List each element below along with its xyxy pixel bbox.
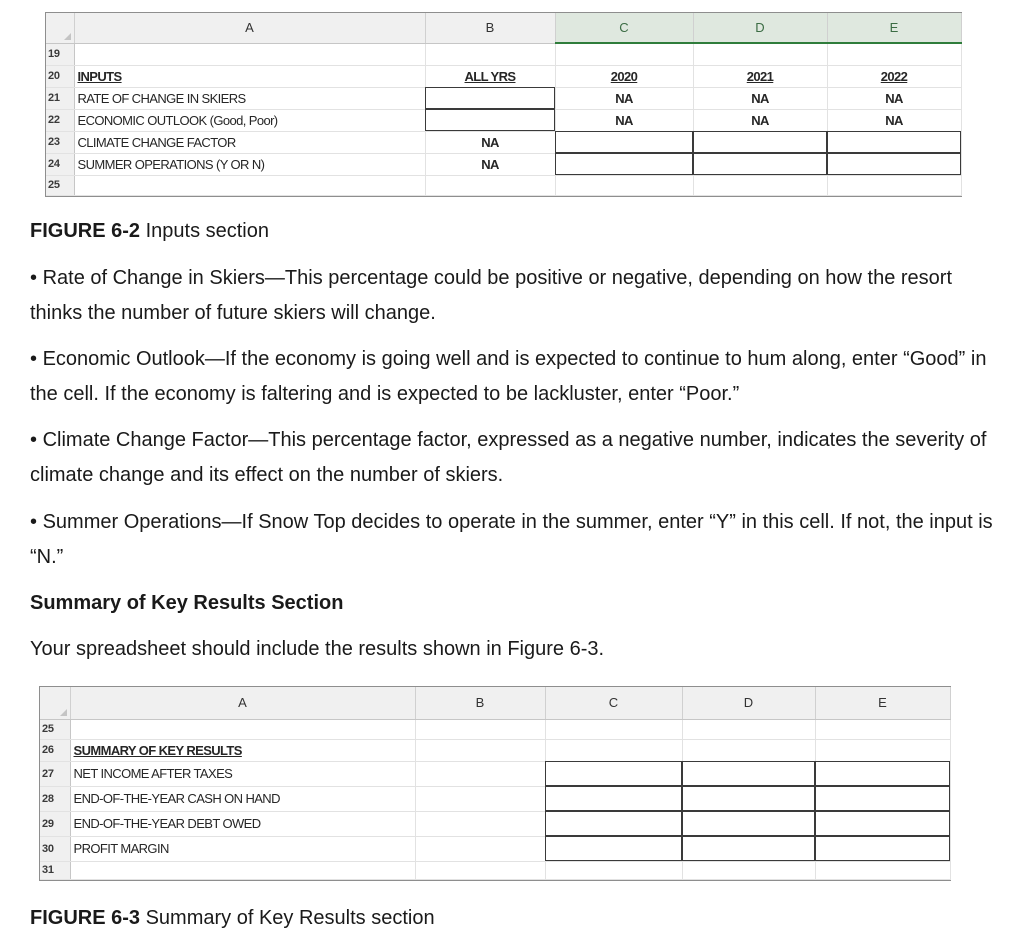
cell-c19[interactable]: [555, 43, 693, 65]
cell-c20[interactable]: 2020: [555, 65, 693, 87]
row-number[interactable]: 24: [46, 153, 74, 175]
column-header-row: [46, 13, 961, 43]
table-row: [46, 65, 961, 87]
cell-b29[interactable]: [415, 811, 545, 836]
cell-a28[interactable]: END-OF-THE-YEAR CASH ON HAND: [70, 786, 415, 811]
cell-b25[interactable]: [425, 175, 555, 195]
cell-b22[interactable]: [425, 109, 555, 131]
cell-a26[interactable]: SUMMARY OF KEY RESULTS: [70, 739, 415, 761]
cell-b24[interactable]: NA: [425, 153, 555, 175]
cell-d25[interactable]: [693, 175, 827, 195]
column-header-d[interactable]: D: [693, 13, 827, 43]
summary-spreadsheet: [39, 686, 951, 881]
cell-e23[interactable]: [827, 131, 961, 153]
bullet-text: —This percentage factor, expressed as a negative number, indicates the severity of climate change and its effect on the number of skiers.: [30, 429, 987, 486]
table-row: [40, 761, 950, 786]
bullet-marker: •: [30, 267, 38, 289]
figure-caption: [30, 220, 269, 243]
cell-a27[interactable]: NET INCOME AFTER TAXES: [70, 761, 415, 786]
cell-a31[interactable]: [70, 861, 415, 879]
cell-d28[interactable]: [682, 786, 815, 811]
table-row: [40, 861, 950, 879]
section-heading: Summary of Key Results Section: [30, 592, 344, 614]
cell-e25[interactable]: [827, 175, 961, 195]
bullet-paragraph: [30, 423, 998, 493]
cell-a23[interactable]: CLIMATE CHANGE FACTOR: [74, 131, 425, 153]
cell-d22[interactable]: NA: [693, 109, 827, 131]
select-all-corner[interactable]: [40, 687, 70, 719]
cell-c30[interactable]: [545, 836, 682, 861]
cell-c26[interactable]: [545, 739, 682, 761]
row-number[interactable]: 26: [40, 739, 70, 761]
row-number[interactable]: 29: [40, 811, 70, 836]
cell-e27[interactable]: [815, 761, 950, 786]
cell-c23[interactable]: [555, 131, 693, 153]
table-row: [46, 153, 961, 175]
row-number[interactable]: 31: [40, 861, 70, 879]
cell-b28[interactable]: [415, 786, 545, 811]
row-number[interactable]: 25: [46, 175, 74, 195]
cell-b26[interactable]: [415, 739, 545, 761]
figure-caption: [30, 907, 435, 930]
row-number[interactable]: 23: [46, 131, 74, 153]
cell-e30[interactable]: [815, 836, 950, 861]
cell-b30[interactable]: [415, 836, 545, 861]
column-header-e[interactable]: E: [827, 13, 961, 43]
row-number[interactable]: 19: [46, 43, 74, 65]
cell-d25[interactable]: [682, 719, 815, 739]
cell-e28[interactable]: [815, 786, 950, 811]
table-row: [46, 87, 961, 109]
cell-b27[interactable]: [415, 761, 545, 786]
cell-d19[interactable]: [693, 43, 827, 65]
cell-a24[interactable]: SUMMER OPERATIONS (Y OR N): [74, 153, 425, 175]
cell-d23[interactable]: [693, 131, 827, 153]
select-all-corner[interactable]: [46, 13, 74, 43]
cell-d24[interactable]: [693, 153, 827, 175]
bullet-lead: Economic Outlook: [42, 348, 205, 370]
table-row: [40, 786, 950, 811]
cell-c25[interactable]: [555, 175, 693, 195]
cell-d30[interactable]: [682, 836, 815, 861]
figure-caption-text: Summary of Key Results section: [140, 907, 435, 929]
bullet-lead: Rate of Change in Skiers: [42, 267, 265, 289]
cell-d26[interactable]: [682, 739, 815, 761]
cell-a25[interactable]: [74, 175, 425, 195]
row-number[interactable]: 27: [40, 761, 70, 786]
cell-a29[interactable]: END-OF-THE-YEAR DEBT OWED: [70, 811, 415, 836]
cell-a19[interactable]: [74, 43, 425, 65]
table-row: [46, 109, 961, 131]
table-row: [40, 836, 950, 861]
cell-a21[interactable]: RATE OF CHANGE IN SKIERS: [74, 87, 425, 109]
inputs-spreadsheet: [45, 12, 962, 197]
table-row: [40, 739, 950, 761]
row-number[interactable]: 21: [46, 87, 74, 109]
cell-a20[interactable]: INPUTS: [74, 65, 425, 87]
row-number[interactable]: 30: [40, 836, 70, 861]
bullet-lead: Climate Change Factor: [42, 429, 249, 451]
cell-c22[interactable]: NA: [555, 109, 693, 131]
inputs-grid: [46, 13, 962, 196]
row-number[interactable]: 22: [46, 109, 74, 131]
bullet-marker: •: [30, 348, 38, 370]
cell-c24[interactable]: [555, 153, 693, 175]
cell-e19[interactable]: [827, 43, 961, 65]
table-row: [46, 131, 961, 153]
column-header-b[interactable]: B: [415, 687, 545, 719]
cell-d27[interactable]: [682, 761, 815, 786]
cell-e21[interactable]: NA: [827, 87, 961, 109]
cell-e26[interactable]: [815, 739, 950, 761]
row-number[interactable]: 28: [40, 786, 70, 811]
cell-e20[interactable]: 2022: [827, 65, 961, 87]
cell-b20[interactable]: ALL YRS: [425, 65, 555, 87]
cell-e22[interactable]: NA: [827, 109, 961, 131]
cell-c28[interactable]: [545, 786, 682, 811]
cell-b31[interactable]: [415, 861, 545, 879]
cell-a22[interactable]: ECONOMIC OUTLOOK (Good, Poor): [74, 109, 425, 131]
cell-c29[interactable]: [545, 811, 682, 836]
column-header-c[interactable]: C: [545, 687, 682, 719]
cell-c27[interactable]: [545, 761, 682, 786]
column-header-c[interactable]: C: [555, 13, 693, 43]
bullet-paragraph: [30, 261, 998, 331]
cell-e24[interactable]: [827, 153, 961, 175]
figure-label: FIGURE 6-3: [30, 907, 141, 929]
column-header-row: [40, 687, 950, 719]
bullet-text: —This percentage could be positive or negative, depending on how the resort thinks the number of future skiers will change.: [30, 267, 953, 324]
cell-b23[interactable]: NA: [425, 131, 555, 153]
cell-d31[interactable]: [682, 861, 815, 879]
cell-e29[interactable]: [815, 811, 950, 836]
bullet-text: —If the economy is going well and is expected to continue to hum along, enter “Good” in the cell. If the economy is faltering and is expected to be lackluster, enter “Poor.”: [30, 348, 987, 405]
cell-d20[interactable]: 2021: [693, 65, 827, 87]
cell-e31[interactable]: [815, 861, 950, 879]
figure-label: FIGURE 6-2: [30, 220, 141, 242]
cell-b25[interactable]: [415, 719, 545, 739]
bullet-paragraph: [30, 505, 998, 575]
cell-a25[interactable]: [70, 719, 415, 739]
cell-a30[interactable]: PROFIT MARGIN: [70, 836, 415, 861]
bullet-paragraph: [30, 342, 998, 412]
row-number[interactable]: 25: [40, 719, 70, 739]
row-number[interactable]: 20: [46, 65, 74, 87]
cell-c31[interactable]: [545, 861, 682, 879]
table-row: [46, 43, 961, 65]
column-header-b[interactable]: B: [425, 13, 555, 43]
bullet-marker: •: [30, 511, 38, 533]
bullet-lead: Summer Operations: [42, 511, 222, 533]
cell-b19[interactable]: [425, 43, 555, 65]
cell-c25[interactable]: [545, 719, 682, 739]
cell-b21[interactable]: [425, 87, 555, 109]
summary-grid: [40, 687, 951, 880]
cell-c21[interactable]: NA: [555, 87, 693, 109]
column-header-d[interactable]: D: [682, 687, 815, 719]
cell-e25[interactable]: [815, 719, 950, 739]
table-row: [40, 811, 950, 836]
intro-paragraph: Your spreadsheet should include the results shown in Figure 6-3.: [30, 638, 605, 660]
bullet-marker: •: [30, 429, 38, 451]
column-header-a[interactable]: A: [70, 687, 415, 719]
figure-caption-text: Inputs section: [140, 220, 269, 242]
cell-d21[interactable]: NA: [693, 87, 827, 109]
table-row: [40, 719, 950, 739]
cell-d29[interactable]: [682, 811, 815, 836]
bullet-text: —If Snow Top decides to operate in the summer, enter “Y” in this cell. If not, the input is “N.”: [30, 511, 993, 568]
table-row: [46, 175, 961, 195]
column-header-a[interactable]: A: [74, 13, 425, 43]
column-header-e[interactable]: E: [815, 687, 950, 719]
